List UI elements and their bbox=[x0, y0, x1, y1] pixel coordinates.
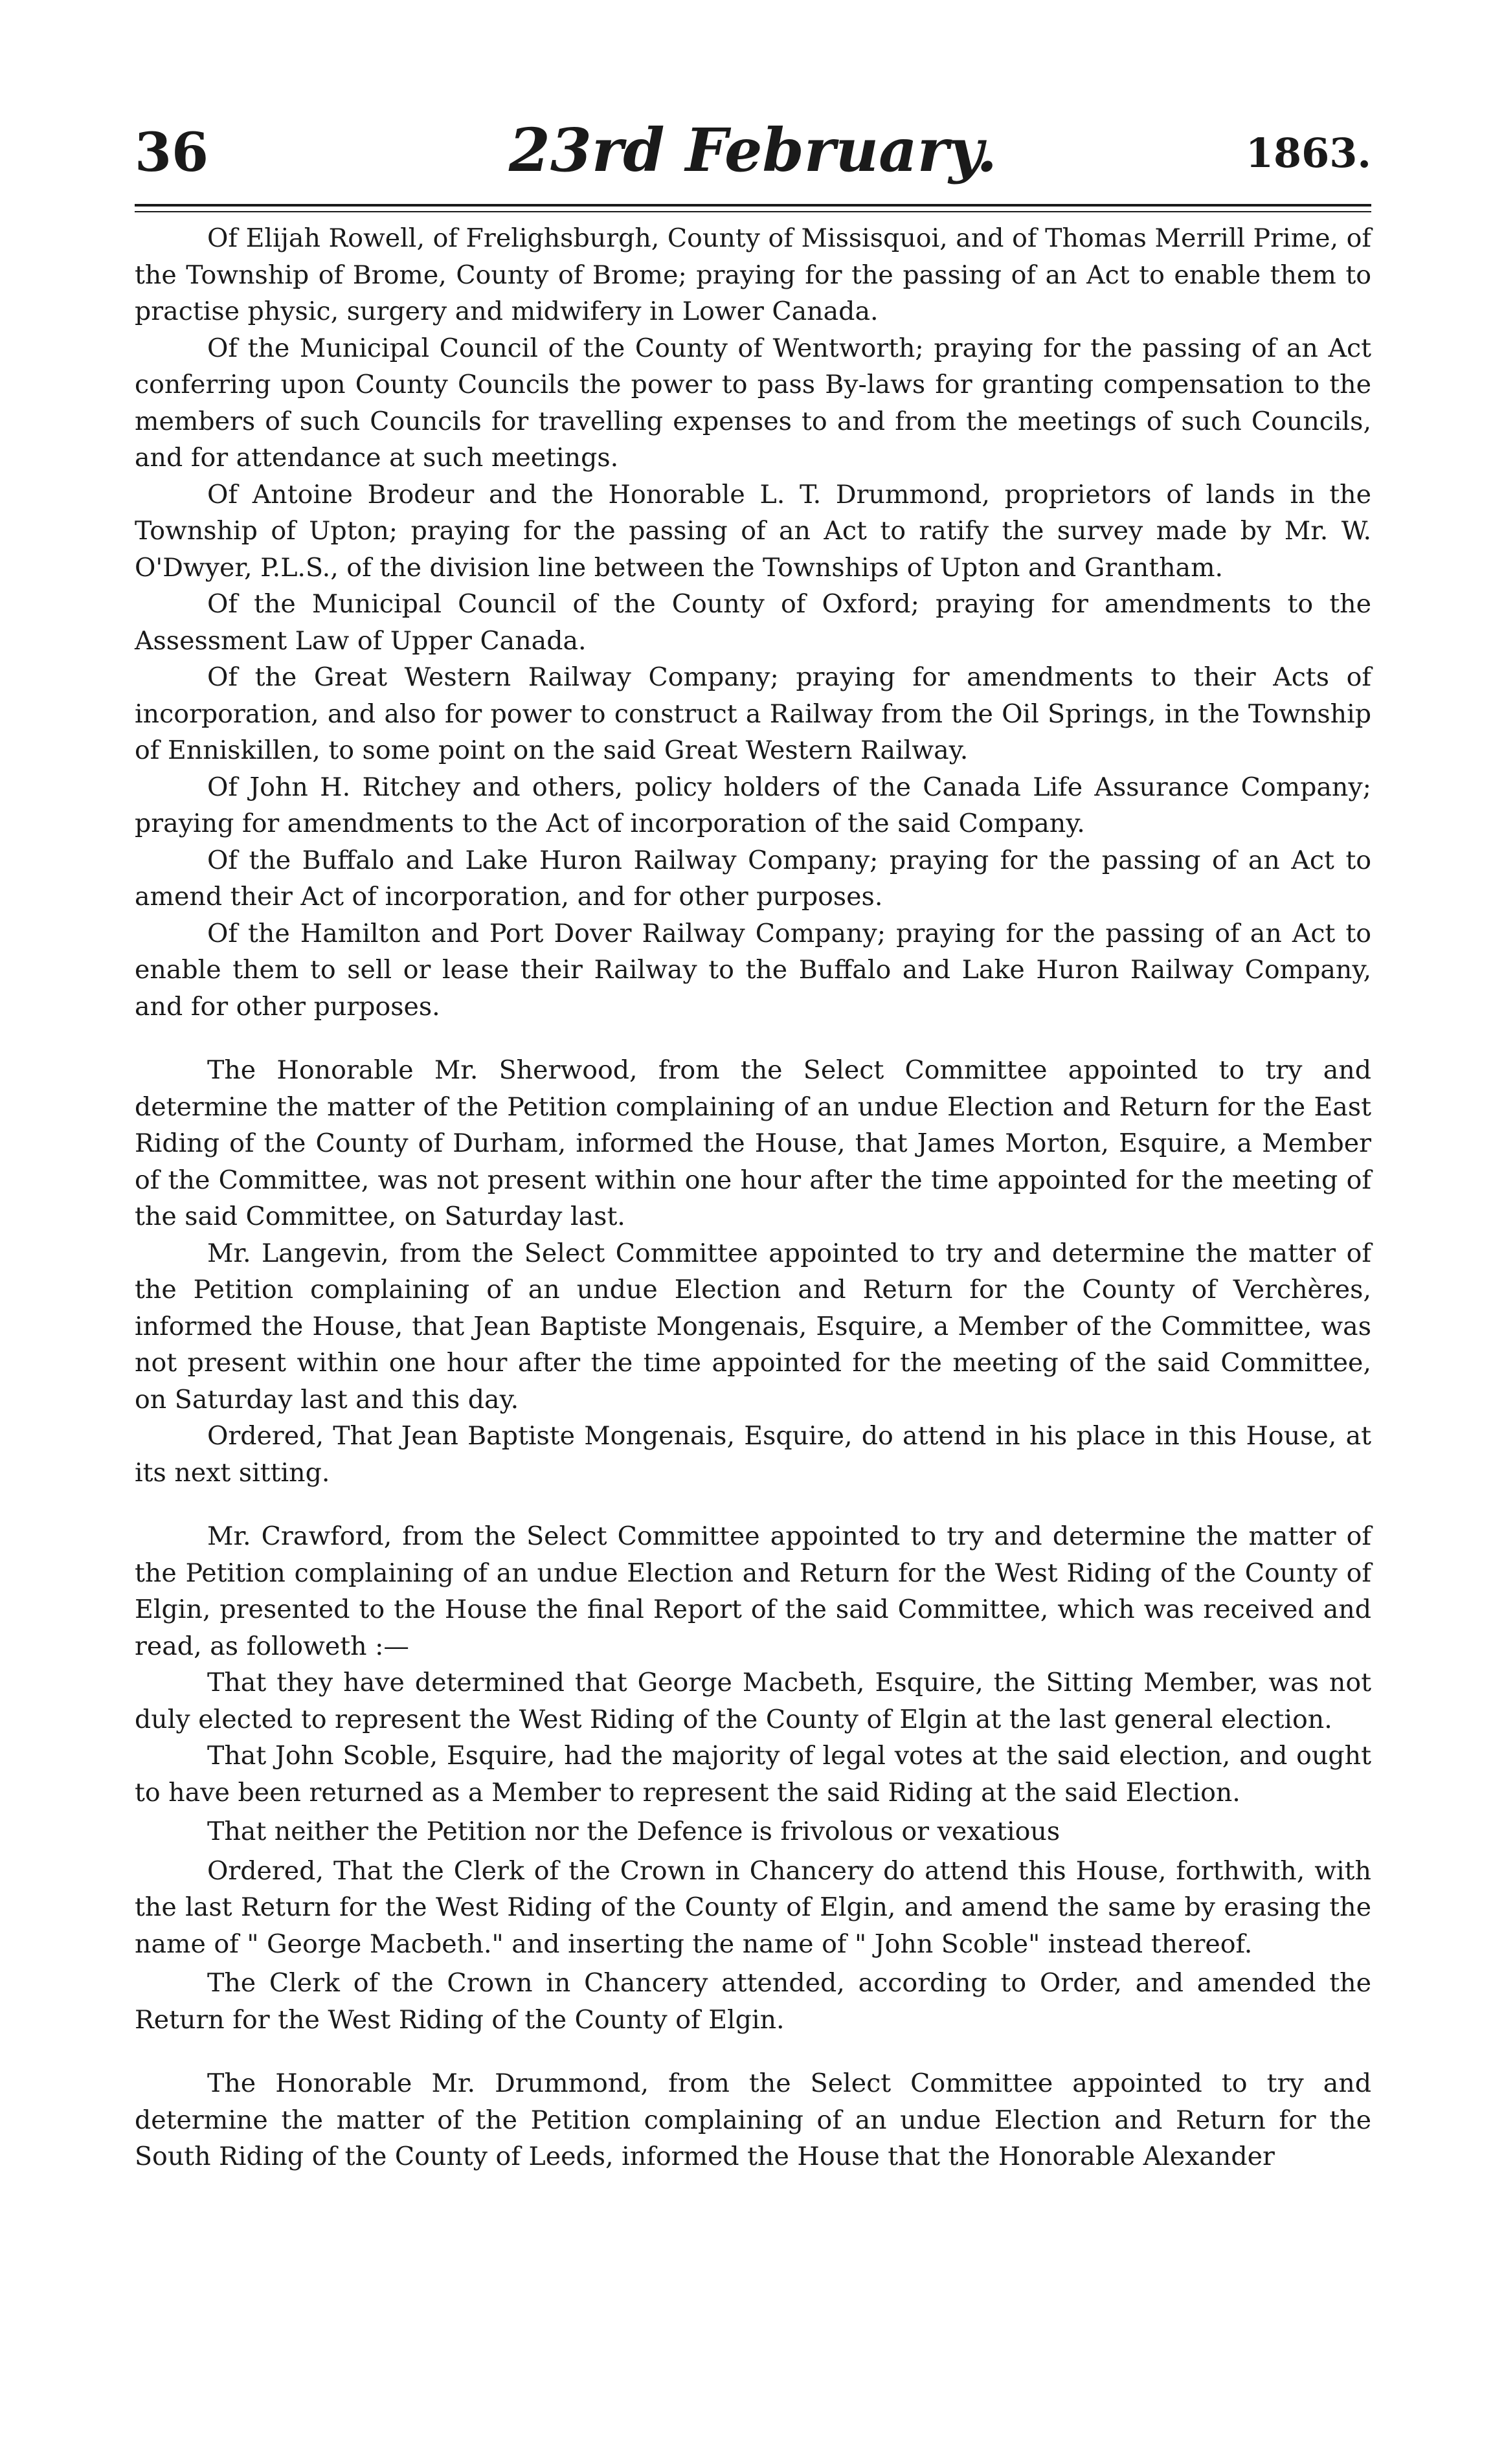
elgin-finding: That they have determined that George Macbeth, Esquire, the Sitting Member, was not duly elected to represent the West Riding of the County of Elgin at the last general election. bbox=[135, 1668, 1371, 1734]
page-header bbox=[135, 109, 1371, 185]
page-number: 36 bbox=[135, 122, 209, 184]
petition-paragraph: Of the Municipal Council of the County of Oxford; praying for amendments to the Assessment Law of Upper Canada. bbox=[135, 589, 1371, 656]
elgin-order: Ordered, That the Clerk of the Crown in Chancery do attend this House, forthwith, with the last Return for the West Riding of the County of Elgin, and amend the same by erasing the name of " George Macbeth." and inserting the name of " John Scoble" instead thereof. bbox=[135, 1855, 1371, 1959]
vercheres-committee-report: Mr. Langevin, from the Select Committee appointed to try and determine the matter of the Petition complaining of an undue Election and Return for the County of Verchères, informed the House, that Jean Baptiste Mongenais, Esquire, a Member of the Committee, was not present within one hour after the time appointed for the meeting of the said Committee, on Saturday last and this day. bbox=[135, 1238, 1371, 1415]
header-rule-thick bbox=[135, 204, 1371, 207]
journal-body bbox=[135, 220, 1371, 2175]
elgin-committee-report: Mr. Crawford, from the Select Committee appointed to try and determine the matter of the Petition complaining of an undue Election and Return for the West Riding of the County of Elgin, presented to the House the final Report of the said Committee, which was received and read, as followeth :— bbox=[135, 1521, 1371, 1661]
elgin-finding: That John Scoble, Esquire, had the majority of legal votes at the said election, and ought to have been returned as a Member to represent the said Riding at the said Election. bbox=[135, 1741, 1371, 1808]
elgin-finding: That neither the Petition nor the Defence is frivolous or vexatious bbox=[207, 1817, 1061, 1846]
leeds-committee-report: The Honorable Mr. Drummond, from the Select Committee appointed to try and determine the matter of the Petition complaining of an undue Election and Return for the South Riding of the County of Leeds, informed the House that the Honorable Alexander bbox=[135, 2068, 1371, 2171]
page-year: 1863. bbox=[1245, 129, 1371, 177]
petition-paragraph: Of the Great Western Railway Company; praying for amendments to their Acts of incorporation, and also for power to construct a Railway from the Oil Springs, in the Township of Enniskillen, to some point on the said Great Western Railway. bbox=[135, 662, 1371, 765]
durham-committee-report: The Honorable Mr. Sherwood, from the Select Committee appointed to try and determine the matter of the Petition complaining of an undue Election and Return for the East Riding of the County of Durham, informed the House, that James Morton, Esquire, a Member of the Committee, was not present within one hour after the time appointed for the meeting of the said Committee, on Saturday last. bbox=[135, 1055, 1371, 1231]
petition-paragraph: Of John H. Ritchey and others, policy holders of the Canada Life Assurance Company; praying for amendments to the Act of incorporation of the said Company. bbox=[135, 772, 1371, 838]
elgin-section bbox=[135, 1518, 1371, 2038]
petitions-section bbox=[135, 220, 1371, 1025]
petition-paragraph: Of the Hamilton and Port Dover Railway Company; praying for the passing of an Act to enable them to sell or lease their Railway to the Buffalo and Lake Huron Railway Company, and for other purposes. bbox=[135, 918, 1371, 1022]
header-rule-thin bbox=[135, 211, 1371, 212]
petition-paragraph: Of Elijah Rowell, of Frelighsburgh, County of Missisquoi, and of Thomas Merrill Prime, of the Township of Brome, County of Brome; praying for the passing of an Act to enable them to practise physic, surgery and midwifery in Lower Canada. bbox=[135, 223, 1371, 326]
vercheres-section bbox=[135, 1235, 1371, 1492]
petition-paragraph: Of the Municipal Council of the County of Wentworth; praying for the passing of an Act conferring upon County Councils the power to pass By-laws for granting compensation to the members of such Councils for travelling expenses to and from the meetings of such Councils, and for attendance at such meetings. bbox=[135, 333, 1371, 473]
petition-paragraph: Of Antoine Brodeur and the Honorable L. T. Drummond, proprietors of lands in the Township of Upton; praying for the passing of an Act to ratify the survey made by Mr. W. O'Dwyer, P.L.S., of the division line between the Townships of Upton and Grantham. bbox=[135, 479, 1371, 583]
elgin-clerk-return: The Clerk of the Crown in Chancery attended, according to Order, and amended the Return for the West Riding of the County of Elgin. bbox=[135, 1968, 1371, 2035]
petition-paragraph: Of the Buffalo and Lake Huron Railway Company; praying for the passing of an Act to amend their Act of incorporation, and for other purposes. bbox=[135, 845, 1371, 912]
vercheres-order: Ordered, That Jean Baptiste Mongenais, Esquire, do attend in his place in this House, at its next sitting. bbox=[135, 1421, 1371, 1488]
leeds-section bbox=[135, 2065, 1371, 2175]
page-date-heading: 23rd February. bbox=[508, 115, 998, 185]
durham-section bbox=[135, 1052, 1371, 1235]
